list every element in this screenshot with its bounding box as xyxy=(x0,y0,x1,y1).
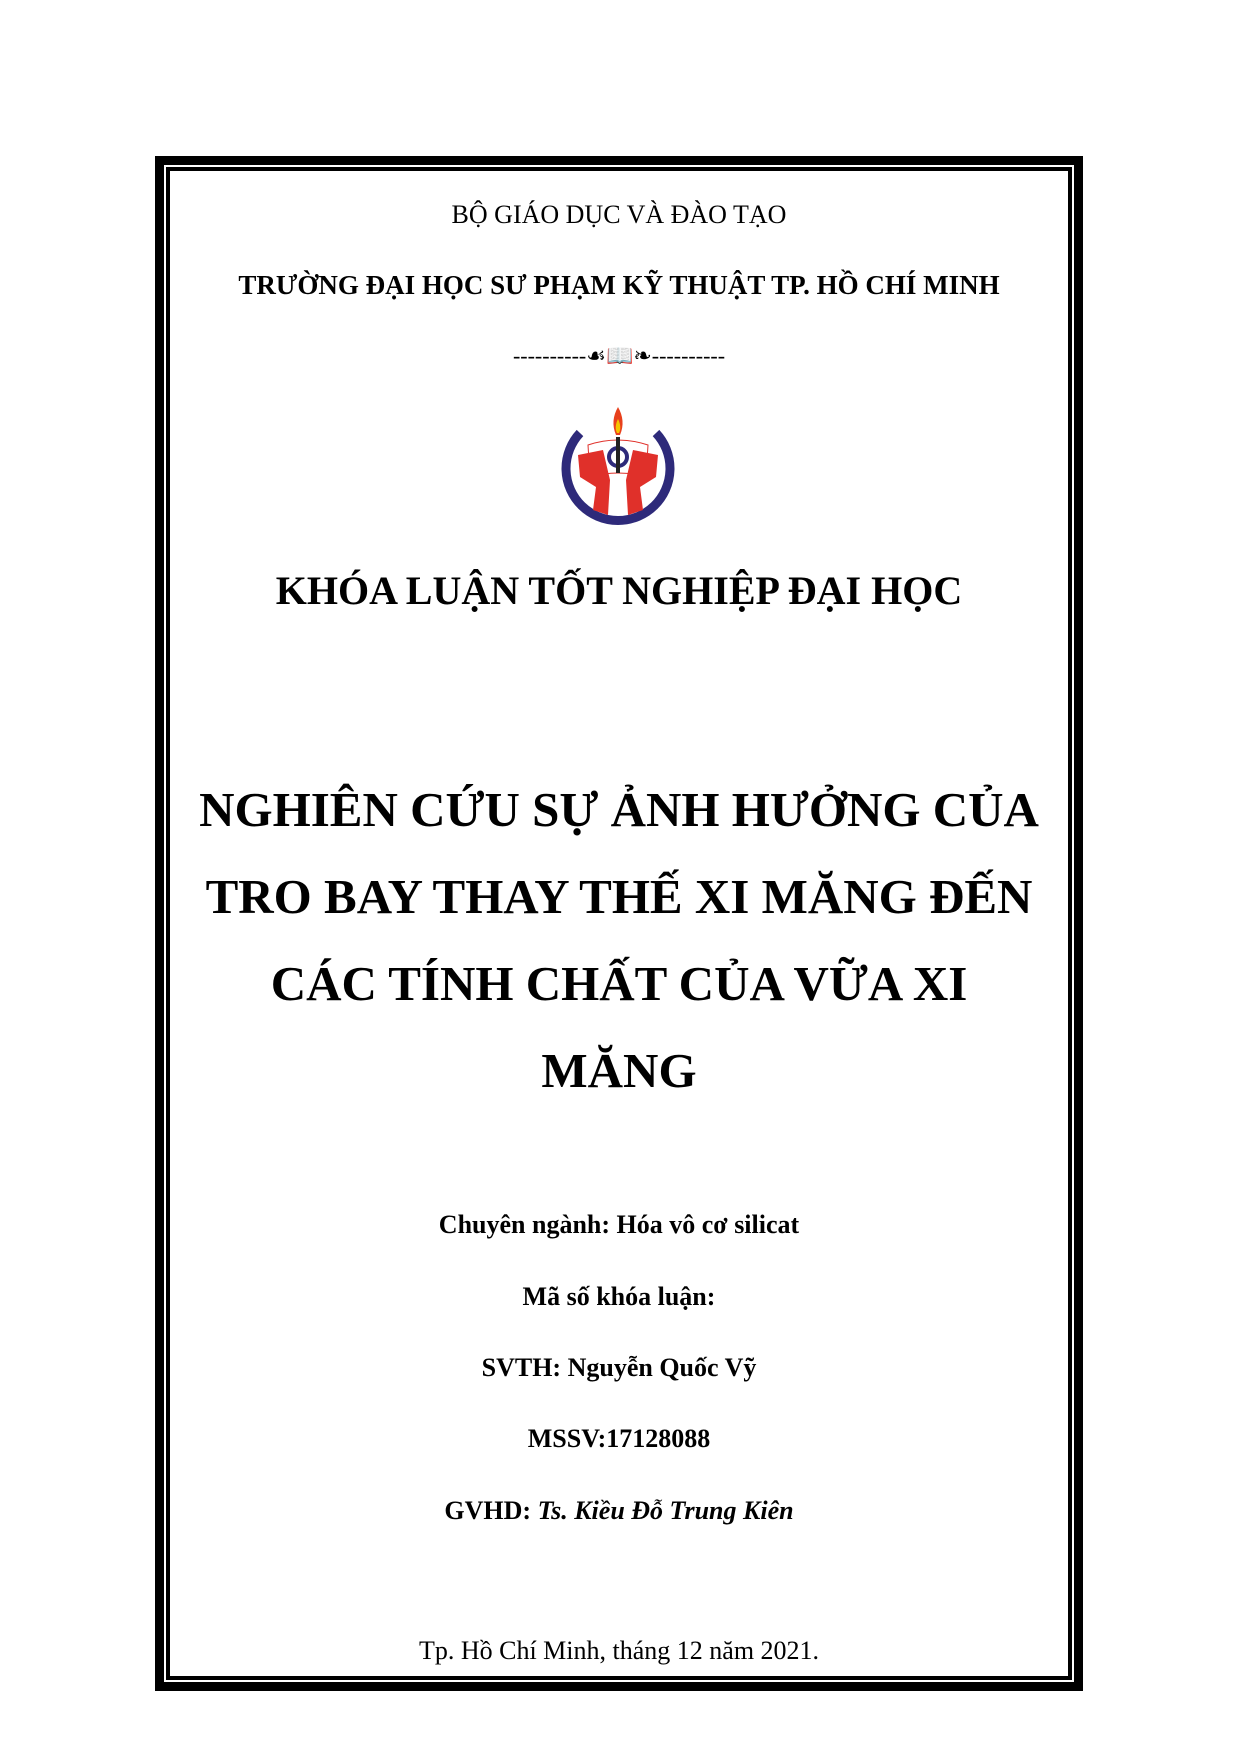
thesis-code-line xyxy=(166,1282,1072,1312)
advisor-line xyxy=(166,1496,1072,1526)
ornament-separator xyxy=(166,343,1072,369)
advisor-label: GVHD: xyxy=(444,1496,532,1525)
title-line: TRO BAY THAY THẾ XI MĂNG ĐẾN xyxy=(205,869,1033,924)
major-line xyxy=(166,1210,1072,1240)
ministry-name: BỘ GIÁO DỤC VÀ ĐÀO TẠO xyxy=(451,200,787,229)
university-logo xyxy=(558,405,678,530)
document-type: KHÓA LUẬN TỐT NGHIỆP ĐẠI HỌC xyxy=(275,568,963,613)
title-line: CÁC TÍNH CHẤT CỦA VỮA XI xyxy=(270,956,968,1011)
major-label: Chuyên ngành: xyxy=(438,1210,611,1239)
student-id-line xyxy=(166,1424,1072,1454)
place-date: Tp. Hồ Chí Minh, tháng 12 năm 2021. xyxy=(418,1636,820,1665)
book-ornament-icon: ☙📖❧ xyxy=(586,343,652,368)
thesis-code-label: Mã số khóa luận: xyxy=(522,1282,716,1311)
student-label: SVTH: xyxy=(481,1353,562,1382)
title-line: NGHIÊN CỨU SỰ ẢNH HƯỞNG CỦA xyxy=(199,782,1039,837)
separator-dashes-right: ---------- xyxy=(651,343,726,368)
major-value: Hóa vô cơ silicat xyxy=(616,1210,800,1239)
university-name: TRƯỜNG ĐẠI HỌC SƯ PHẠM KỸ THUẬT TP. HỒ CHÍ MINH xyxy=(238,270,1000,300)
title-line: MĂNG xyxy=(541,1043,697,1098)
student-id-value: 17128088 xyxy=(606,1424,711,1453)
student-line xyxy=(166,1353,1072,1383)
separator-dashes-left: ---------- xyxy=(512,343,587,368)
advisor-name: Ts. Kiều Đỗ Trung Kiên xyxy=(537,1496,794,1525)
student-name: Nguyễn Quốc Vỹ xyxy=(567,1353,757,1382)
student-id-label: MSSV: xyxy=(527,1424,607,1453)
thesis-title xyxy=(166,766,1072,1114)
